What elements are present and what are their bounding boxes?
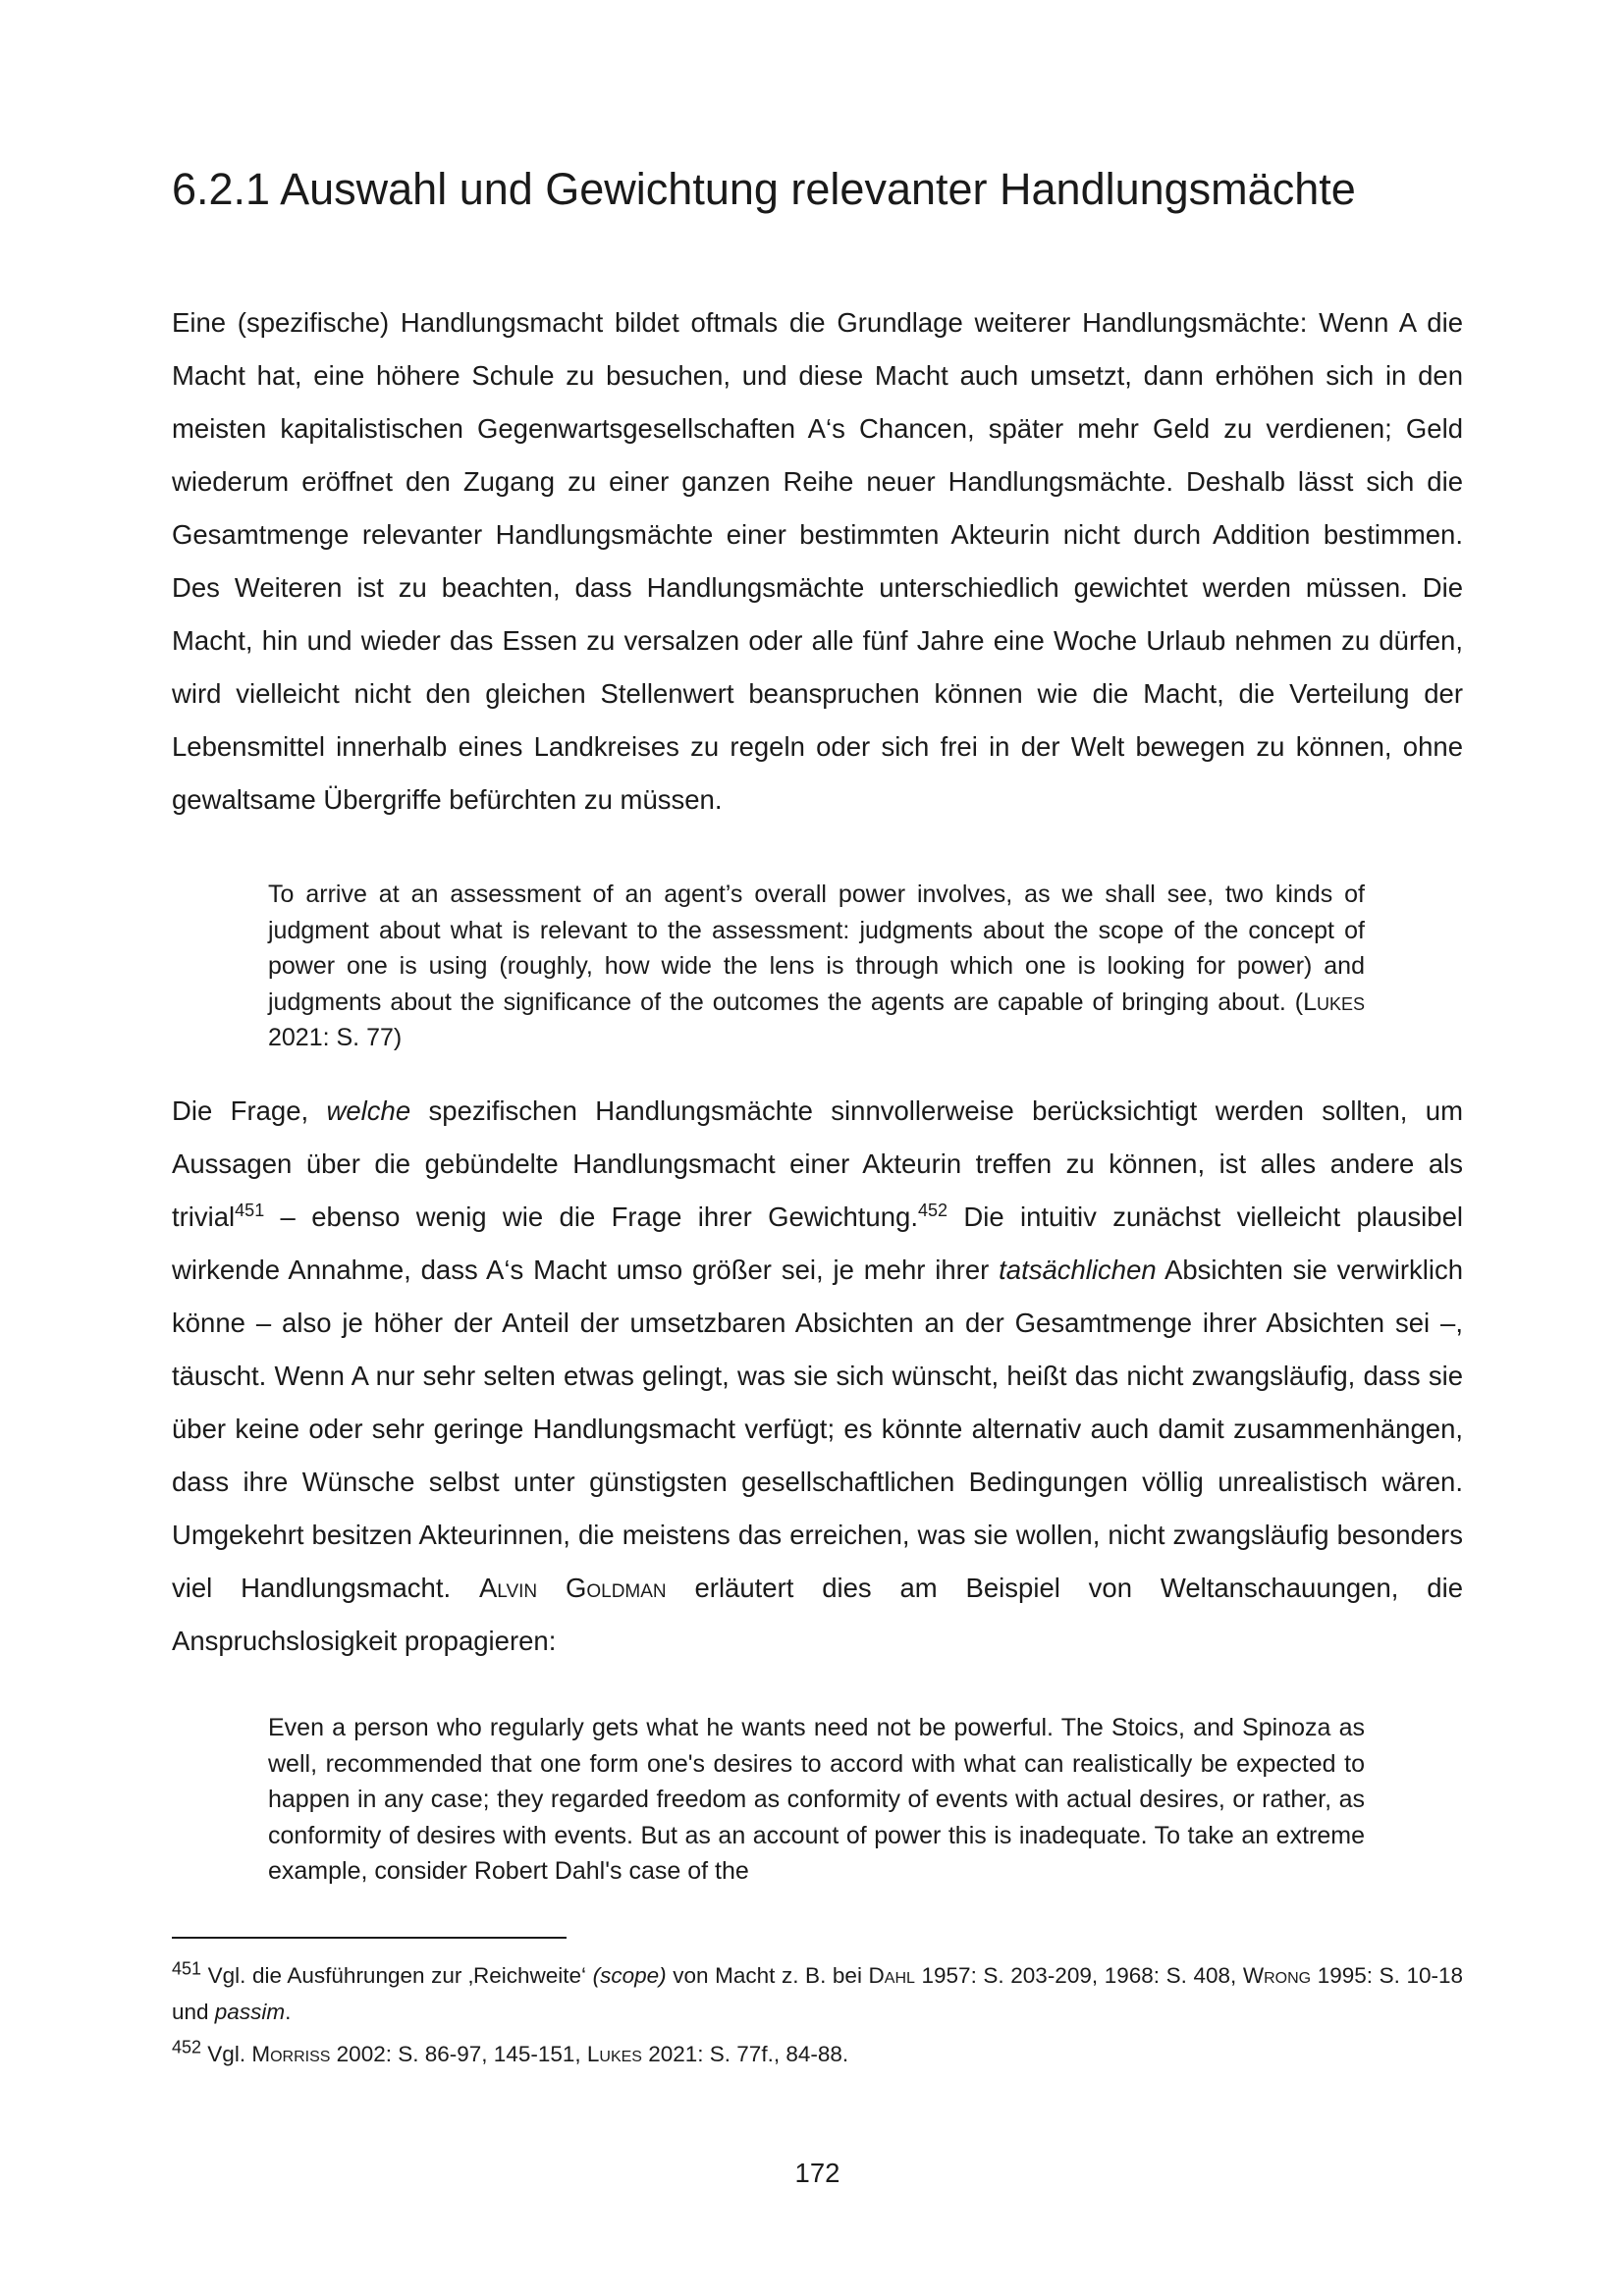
text-run: Die intuitiv zunächst vielleicht plausibel wirkende Annahme, dass A‘s Macht umso größer sei, je mehr ihrer <box>172 1201 1463 1285</box>
footnote-separator <box>172 1937 567 1939</box>
footnote-451 <box>172 1957 1463 2030</box>
emphasis-welche: welche <box>326 1095 411 1126</box>
section-heading: 6.2.1 Auswahl und Gewichtung relevanter Handlungsmächte <box>172 164 1356 214</box>
text-run: 2021: S. 77f., 84-88. <box>641 2042 849 2066</box>
author-name-goldman: Alvin Goldman <box>478 1573 667 1603</box>
emphasis-passim: passim <box>214 2000 286 2024</box>
text-run: spezifischen Handlungsmächte sinnvollerweise berücksichtigt werden sollten, um Aussagen über die gebündelte Handlungsmacht einer Akteurin treffen zu können, ist alles andere als trivial <box>172 1095 1463 1232</box>
author-name-morriss: Morriss <box>251 2042 331 2066</box>
text-run: von Macht z. B. bei <box>666 1963 869 1988</box>
block-quote-lukes <box>268 877 1365 1056</box>
author-name-dahl: Dahl <box>868 1963 915 1988</box>
text-run: 1995: S. 10-18 und <box>172 1963 1463 2024</box>
page-number: 172 <box>794 2158 840 2188</box>
quote-text: To arrive at an assessment of an agent’s overall power involves, as we shall see, two kinds of judgment about what is relevant to the assessment: judgments about the scope of the concept of power one is using (roughly, how wide the lens is through which one is looking for power) and judgments about the significance of the outcomes the agents are capable of bringing about. ( <box>268 881 1365 1016</box>
text-run: . <box>285 2000 292 2024</box>
emphasis-tatsaechlichen: tatsächlichen <box>999 1255 1157 1285</box>
footnote-ref-451[interactable]: 451 <box>235 1200 265 1220</box>
text-run: Absichten sie verwirklich könne – also je höher der Anteil der umsetzbaren Absichten an der Gesamtmenge ihrer Absichten sei –, täuscht. Wenn A nur sehr selten etwas gelingt, was sie sich wünscht, heißt das nicht zwangsläufig, dass sie über keine oder sehr geringe Handlungsmacht verfügt; es könnte alternativ auch damit zusammenhängen, dass ihre Wünsche selbst unter günstigsten gesellschaftlichen Bedingungen völlig unrealistisch wären. Umgekehrt besitzen Akteurinnen, die meistens das erreichen, was sie wollen, nicht zwangsläufig besonders viel Handlungsmacht. <box>172 1255 1463 1603</box>
footnote-452 <box>172 2036 1463 2072</box>
text-run: Vgl. die Ausführungen zur ‚Reichweite‘ <box>201 1963 593 1988</box>
body-paragraph-2 <box>172 1085 1463 1668</box>
footnote-number: 451 <box>172 1958 202 1979</box>
text-run: – ebenso wenig wie die Frage ihrer Gewichtung. <box>264 1201 918 1232</box>
text-run: Die Frage, <box>172 1095 327 1126</box>
body-paragraph-1: Eine (spezifische) Handlungsmacht bildet oftmals die Grundlage weiterer Handlungsmächte: Wenn A die Macht hat, eine höhere Schule zu besuchen, und diese Macht auch umsetzt, dann erhöhen sich in den meisten kapitalistischen Gegenwartsgesellschaften A‘s Chancen, später mehr Geld zu verdienen; Geld wiederum eröffnet den Zugang zu einer ganzen Reihe neuer Handlungsmächte. Deshalb lässt sich die Gesamtmenge relevanter Handlungsmächte einer bestimmten Akteurin nicht durch Addition bestimmen. Des Weiteren ist zu beachten, dass Handlungsmächte unterschiedlich gewichtet werden müssen. Die Macht, hin und wieder das Essen zu versalzen oder alle fünf Jahre eine Woche Urlaub nehmen zu dürfen, wird vielleicht nicht den gleichen Stellenwert beanspruchen können wie die Macht, die Verteilung der Lebensmittel innerhalb eines Landkreises zu regeln oder sich frei in der Welt bewegen zu können, ohne gewaltsame Übergriffe befürchten zu müssen. <box>172 307 1463 815</box>
block-quote-goldman: Even a person who regularly gets what he wants need not be powerful. The Stoics, and Spinoza as well, recommended that one form one's desires to accord with what can realistically be expected to happen in any case; they regarded freedom as conformity of events with actual desires, or rather, as conformity of desires with events. But as an account of power this is inadequate. To take an extreme example, consider Robert Dahl's case of the <box>268 1714 1365 1885</box>
citation-author: Lukes <box>1303 988 1365 1016</box>
footnotes <box>172 1957 1463 2078</box>
footnote-number: 452 <box>172 2037 202 2057</box>
citation-detail: 2021: S. 77) <box>268 1024 403 1051</box>
text-run: erläutert dies am Beispiel von Weltanschauungen, die Anspruchslosigkeit propagieren: <box>172 1573 1463 1656</box>
text-run: Vgl. <box>201 2042 252 2066</box>
text-run: 2002: S. 86-97, 145-151, <box>330 2042 587 2066</box>
text-run: 1957: S. 203-209, 1968: S. 408, <box>914 1963 1243 1988</box>
author-name-lukes: Lukes <box>586 2042 642 2066</box>
footnote-ref-452[interactable]: 452 <box>917 1200 948 1220</box>
emphasis-scope: (scope) <box>592 1963 667 1988</box>
author-name-wrong: Wrong <box>1242 1963 1312 1988</box>
